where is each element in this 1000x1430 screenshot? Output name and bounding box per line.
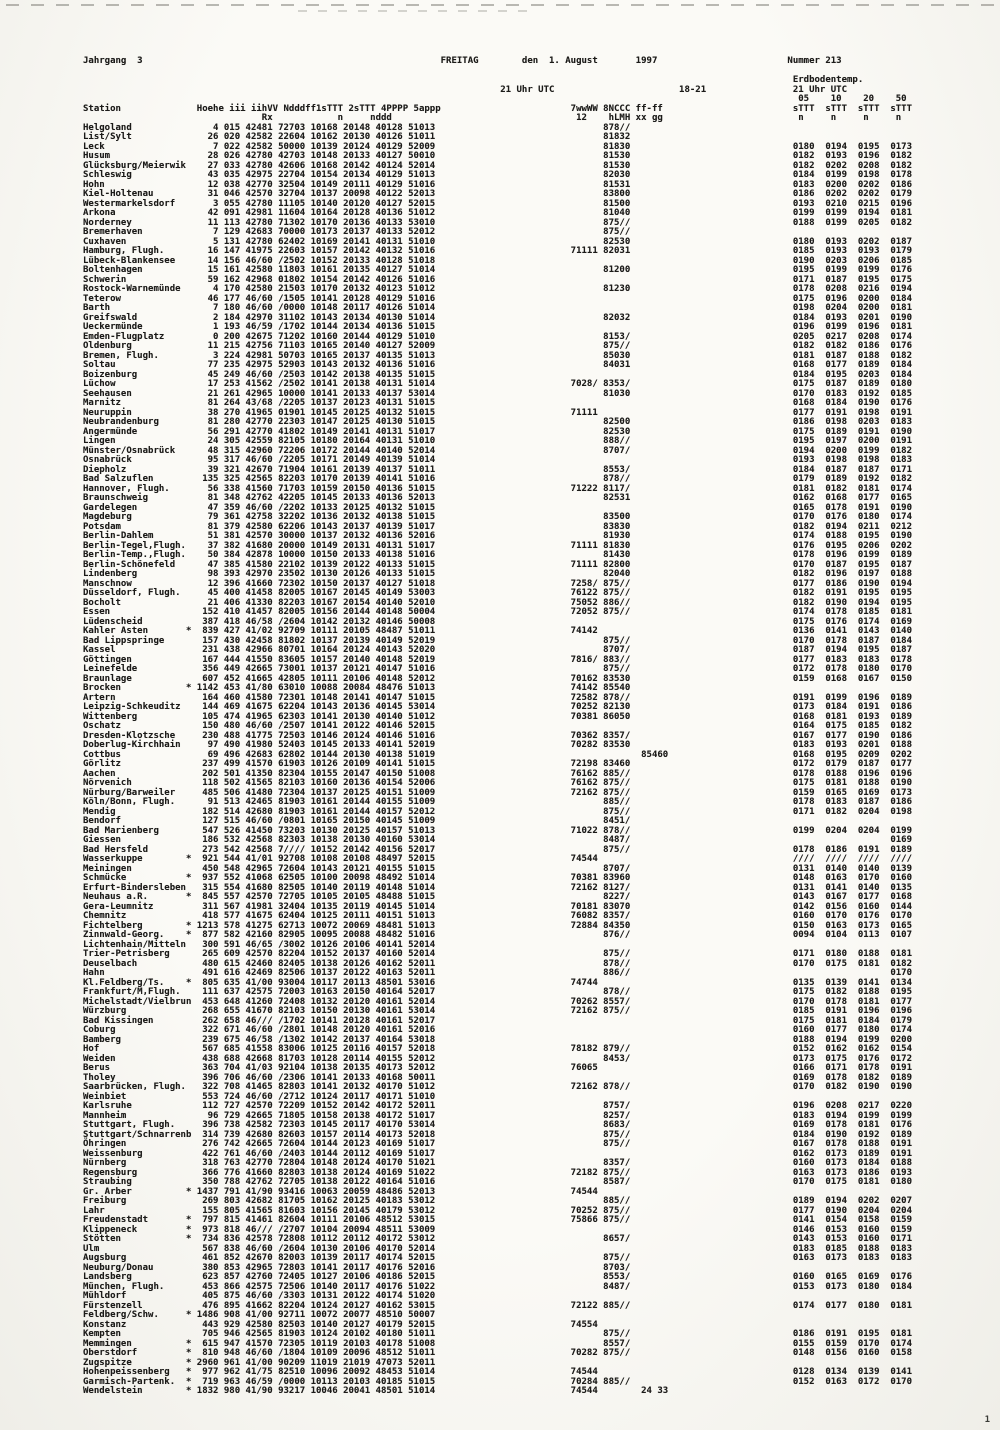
- table-row: Diepholz 39 321 42670 71904 10161 20139 40137 51011 8553/ 0184 0187 0187 0171: [83, 464, 913, 475]
- table-row: List/Sylt 26 020 42582 22604 10162 20130 40126 51011 81832: [83, 132, 631, 142]
- table-row: Freudenstadt * 797 815 41461 82604 10111 20106 48512 53015 75866 875// 0141 0154 0158 0159: [83, 1215, 913, 1225]
- table-row: Öhringen 276 742 42665 72604 10144 20123 40169 51017 875// 0167 0178 0188 0191: [83, 1139, 913, 1149]
- table-row: Bremerhaven 7 129 42683 70000 10173 20137 40133 52012 875//: [83, 227, 631, 237]
- table-row: Neubrandenburg 81 280 42770 22303 10147 20125 40130 51015 82500 0186 0198 0203 0183: [83, 417, 913, 427]
- table-row: Dresden-Klotzsche 230 488 41775 72503 10146 20124 40146 51016 70362 8357/ 0167 0177 0190 0186: [83, 730, 913, 741]
- table-row: Artern 164 460 41580 72301 10148 20141 40147 51015 72582 878// 0191 0199 0196 0189: [83, 692, 913, 703]
- table-row: Bocholt 21 406 41330 82203 10167 20154 40140 52010 75052 886// 0182 0190 0194 0195: [83, 597, 913, 608]
- table-row: Zugspitze * 2960 961 41/00 90209 11019 21019 47073 52011: [83, 1357, 436, 1368]
- table-row: Giessen 186 532 42568 82303 10138 20130 40160 53014 8487/ 0169: [83, 835, 913, 845]
- table-row: Angermünde 56 291 42770 41802 10149 20141 40131 51017 82530 0175 0189 0191 0190: [83, 426, 913, 437]
- table-row: Westermarkelsdorf 3 055 42780 11105 10140 20120 40127 52015 81500 0193 0210 0215 0196: [83, 198, 913, 209]
- header-line: Erdbodentemp.: [83, 75, 864, 85]
- table-row: Mannheim 96 729 42665 71805 10158 20138 40172 51017 8257/ 0183 0194 0199 0199: [83, 1110, 913, 1121]
- table-row: Straubing 350 788 42762 72705 10138 20122 40164 51016 8587/ 0170 0175 0181 0180: [83, 1177, 913, 1187]
- table-row: Leinefelde 356 449 42665 73001 10137 20121 40147 51016 875// 0172 0178 0180 0170: [83, 664, 913, 674]
- header-line: 05 10 20 50: [83, 94, 907, 104]
- table-row: Aachen 202 501 41350 82304 10155 20147 40150 51008 76162 885// 0178 0188 0196 0196: [83, 768, 913, 779]
- table-row: Mühldorf 405 875 46/60 /3303 10131 20122 40174 51020: [83, 1291, 436, 1301]
- table-row: Kl.Feldberg/Ts. * 805 635 41/00 93004 10117 20113 48501 53016 74744 0135 0139 0141 0134: [83, 977, 913, 988]
- table-row: Wendelstein * 1832 980 41/90 93217 10046 20041 48501 51014 74544 24 33: [83, 1386, 669, 1396]
- table-row: Gr. Arber * 1437 791 41/90 93416 10063 20059 48486 52013 74544: [83, 1186, 598, 1197]
- table-row: Hof 567 685 41558 83006 10125 20116 40157 52018 78182 879// 0152 0162 0162 0154: [83, 1044, 913, 1054]
- table-row: Hamburg, Flugh. 16 147 41975 22603 10157 20142 40132 51016 71111 82031 0185 0193 0193 0179: [83, 246, 913, 256]
- table-row: Husum 28 026 42780 42703 10148 20133 40127 50010 81530 0182 0193 0196 0182: [83, 151, 913, 161]
- table-row: Zinnwald-Georg. * 877 582 42160 82905 10095 20088 48482 51016 876// 0094 0104 0113 0107: [83, 930, 913, 940]
- scan-artifact-dashes-secondary: [298, 10, 533, 12]
- table-row: Lichtenhain/Mitteln 300 591 46/65 /3002 10126 20106 40141 52014: [83, 939, 436, 950]
- table-row: Ueckermünde 1 193 46/59 /1702 10144 20134 40136 51015 0196 0199 0196 0181: [83, 322, 913, 332]
- table-row: Neuhaus a.R. * 845 557 42570 72705 10105 20105 48488 51015 8227/ 0143 0167 0177 0168: [83, 892, 913, 902]
- table-row: Hohn 12 038 42770 32504 10149 20111 40129 51016 81531 0183 0200 0202 0186: [83, 179, 913, 190]
- table-row: Göttingen 167 444 41550 83605 10157 20140 40148 52019 7816/ 883// 0177 0183 0183 0178: [83, 654, 913, 665]
- table-row: Karlsruhe 112 727 42570 72209 10152 20142 40172 52011 8757/ 0196 0208 0217 0220: [83, 1101, 913, 1111]
- table-row: Brocken * 1142 453 41/80 63010 10088 20084 48476 51013 74142 85540: [83, 683, 631, 693]
- table-row: Hahn 491 616 42469 82506 10137 20122 40163 52011 886// 0170: [83, 968, 913, 978]
- table-row: Lüdenscheid 387 418 46/58 /2604 10142 20132 40146 50008 0175 0176 0174 0169: [83, 616, 913, 627]
- table-row: Braunlage 607 452 41665 42805 10111 20106 40148 52012 70162 83530 0159 0168 0167 0150: [83, 673, 913, 684]
- table-row: Bad Salzuflen 135 325 42565 82203 10170 20139 40141 51016 878// 0179 0189 0192 0182: [83, 474, 913, 484]
- table-row: Münster/Osnabrück 48 315 42960 72206 10172 20144 40140 52014 8707/ 0194 0200 0199 0182: [83, 445, 913, 456]
- table-row: Potsdam 81 379 42580 62206 10143 20137 40139 51017 83830 0182 0194 0211 0212: [83, 521, 913, 532]
- table-row: Schleswig 43 035 42975 22704 10154 20134 40129 51013 82030 0184 0199 0198 0178: [83, 170, 913, 180]
- table-row: Boizenburg 45 249 46/60 /2503 10142 20138 40135 51015 0184 0195 0203 0184: [83, 369, 913, 380]
- table-row: Wasserkuppe * 921 544 41/01 92708 10108 20108 48497 52015 74544 //// //// //// ////: [83, 854, 913, 864]
- table-row: Weissenburg 422 761 46/60 /2403 10144 20112 40169 51017 0162 0173 0189 0191: [83, 1148, 913, 1159]
- table-row: Kempten 705 946 42565 81903 10124 20102 40180 51011 875// 0186 0191 0195 0181: [83, 1329, 913, 1339]
- table-row: Stötten * 734 836 42578 72808 10112 20112 40172 53012 8657/ 0143 0153 0160 0171: [83, 1234, 913, 1244]
- table-row: Bad Kissingen 262 658 46/// /1702 10141 20128 40161 52017 0175 0181 0184 0179: [83, 1015, 913, 1026]
- table-row: Kiel-Holtenau 31 046 42570 32704 10137 20098 40122 52013 83800 0186 0202 0202 0179: [83, 189, 913, 199]
- table-row: Memmingen * 615 947 41570 72305 10119 20103 40178 51008 8557/ 0155 0159 0170 0174: [83, 1338, 913, 1349]
- table-row: Arkona 42 091 42981 11604 10164 20128 40136 51012 81040 0199 0199 0194 0181: [83, 208, 913, 218]
- table-row: Erfurt-Bindersleben 315 554 41680 82505 10140 20119 40148 51014 72162 8127/ 0131 0141 0140 0135: [83, 882, 913, 893]
- table-row: Klippeneck * 973 818 46/// /2707 10104 20094 48511 53009 0146 0153 0160 0159: [83, 1224, 913, 1235]
- table-row: Weiden 438 688 42668 81703 10128 20114 40155 52012 8453/ 0173 0175 0176 0172: [83, 1053, 913, 1064]
- table-row: Neuburg/Donau 380 853 42965 72803 10141 20117 40176 52016 8703/: [83, 1262, 631, 1273]
- table-row: Berlin-Dahlem 51 381 42570 30000 10137 20132 40136 52016 81930 0174 0188 0195 0190: [83, 531, 913, 541]
- table-row: Freiburg 269 803 42682 81705 10162 20125 40183 53012 885// 0189 0194 0202 0207: [83, 1196, 913, 1206]
- table-row: Trier-Petrisberg 265 609 42570 82204 10152 20137 40160 52014 875// 0171 0180 0188 0181: [83, 949, 913, 959]
- table-row: Berlin-Temp.,Flugh. 50 384 42878 10000 10150 20133 40138 51016 81430 0178 0196 0199 0189: [83, 550, 913, 560]
- table-row: Mendig 182 514 42680 81903 10161 20144 40157 52012 875// 0171 0182 0204 0198: [83, 806, 913, 817]
- table-row: Doberlug-Kirchhain 97 490 41980 52403 10145 20133 40141 52019 70282 83530 0183 0193 0201 0188: [83, 740, 913, 750]
- table-row: Seehausen 21 261 42965 10000 10141 20133 40137 53014 81030 0170 0183 0192 0185: [83, 388, 913, 399]
- table-row: Coburg 322 671 46/60 /2801 10148 20120 40161 52016 0160 0177 0180 0174: [83, 1025, 913, 1035]
- table-row: Leck 7 022 42582 50000 10139 20124 40129 52009 81830 0180 0194 0195 0173: [83, 141, 913, 152]
- table-row: Magdeburg 79 361 42758 32202 10136 20132 40138 51015 83500 0170 0176 0180 0174: [83, 512, 913, 522]
- table-row: Soltau 77 235 42975 52903 10143 20132 40136 51016 84031 0168 0177 0189 0184: [83, 360, 913, 370]
- table-row: Fürstenzell 476 895 41662 82204 10124 20127 40162 53015 72122 885// 0174 0177 0180 0181: [83, 1300, 913, 1311]
- table-row: Norderney 11 113 42780 71302 10170 20136 40133 53010 875// 0188 0199 0205 0182: [83, 217, 913, 228]
- table-row: Manschnow 12 396 41660 72302 10150 20137 40127 51018 7258/ 875// 0177 0186 0190 0194: [83, 578, 913, 589]
- table-row: Oberstdorf * 810 948 46/60 /1804 10109 20096 48512 51011 70282 875// 0148 0156 0160 0158: [83, 1348, 913, 1358]
- table-row: Gardelegen 47 359 46/60 /2202 10133 20125 40132 51015 0165 0178 0191 0190: [83, 502, 913, 513]
- table-row: Lübeck-Blankensee 14 156 46/60 /2502 10152 20133 40128 51018 0190 0203 0206 0185: [83, 255, 913, 266]
- table-row: Rostock-Warnemünde 4 170 42580 21503 10170 20132 40123 51012 81230 0178 0208 0216 0194: [83, 284, 913, 294]
- page-corner-mark: 1: [984, 1415, 990, 1425]
- table-row: Nürburg/Barweiler 485 506 41480 72304 10137 20125 40151 51009 72162 875// 0159 0165 0169 0173: [83, 787, 913, 798]
- table-row: Düsseldorf, Flugh. 45 400 41458 82005 10167 20145 40149 53003 76122 875// 0182 0191 0195 0195: [83, 588, 913, 598]
- table-row: Stuttgart, Flugh. 396 738 42582 72303 10145 20117 40170 53014 8683/ 0169 0178 0181 0176: [83, 1120, 913, 1130]
- table-row: Gera-Leumnitz 311 567 41981 32404 10135 20119 40145 51014 70181 83070 0142 0156 0160 0144: [83, 901, 913, 912]
- table-row: Wittenberg 105 474 41965 62303 10141 20130 40140 51012 70381 86050 0168 0181 0193 0189: [83, 711, 913, 722]
- table-row: Meiningen 450 548 42965 72604 10143 20121 40155 51015 8707/ 0131 0140 0140 0139: [83, 863, 913, 874]
- table-row: Leipzig-Schkeuditz 144 469 41675 62204 10143 20136 40145 53014 70252 82130 0173 0184 0191 0186: [83, 702, 913, 712]
- table-row: Berlin-Schönefeld 47 385 41580 22102 10139 20122 40133 51015 71111 82800 0170 0187 0195 0187: [83, 559, 913, 570]
- weather-bulletin-table: [83, 57, 912, 1397]
- table-row: Lahr 155 805 41565 81603 10156 20145 40179 53012 70252 875// 0177 0190 0204 0204: [83, 1205, 913, 1216]
- table-row: Hohenpeissenberg * 977 962 41/75 82510 10096 20092 48453 51014 74544 0128 0134 0139 0141: [83, 1367, 913, 1377]
- table-row: Berlin-Tegel,Flugh. 37 382 41680 20000 10149 20131 40131 51017 71111 81830 0176 0195 0206 0202: [83, 540, 913, 551]
- table-row: Fichtelberg * 1213 578 41275 62713 10072 20069 48481 51013 72884 84350 0150 0163 0173 0165: [83, 920, 913, 931]
- table-row: Neuruppin 38 270 41965 01901 10145 20125 40132 51015 71111 0177 0191 0198 0191: [83, 407, 913, 418]
- table-row: Lindenberg 98 393 42970 23502 10130 20126 40133 51015 82040 0182 0196 0197 0188: [83, 569, 913, 579]
- table-row: Bad Marienberg 547 526 41450 73203 10130 20125 40157 51013 71022 878// 0199 0204 0204 0199: [83, 825, 913, 836]
- header-line: 21 Uhr UTC 18-21 21 Uhr UTC: [83, 84, 848, 95]
- table-row: Chemnitz 418 577 41675 62404 10125 20111 40151 51013 76082 8357/ 0160 0170 0176 0170: [83, 911, 913, 921]
- table-row: Barth 7 180 46/60 /0000 10148 20117 40126 51014 0198 0204 0200 0181: [83, 303, 913, 313]
- table-row: Stuttgart/Schnarrenb 314 739 42680 82603 10157 20114 40173 52018 875// 0184 0190 0192 0189: [83, 1129, 913, 1140]
- table-row: Würzburg 268 655 41670 82103 10150 20130 40161 53014 72162 875// 0185 0191 0196 0196: [83, 1006, 913, 1016]
- table-row: Görlitz 237 499 41570 61903 10126 20109 40141 51015 72198 83460 0172 0179 0187 0177: [83, 759, 913, 769]
- scan-artifact-dashes: [6, 4, 994, 6]
- table-row: München, Flugh. 453 866 42575 72506 10140 20117 40176 51022 8487/ 0153 0173 0180 0184: [83, 1281, 913, 1292]
- table-row: Kahler Asten * 839 427 41/02 92709 10111 20105 48487 51011 74142 0136 0141 0143 0140: [83, 626, 913, 636]
- table-row: Greifswald 2 184 42970 31102 10143 20134 40130 51014 82032 0184 0193 0201 0190: [83, 312, 913, 323]
- table-row: Bremen, Flugh. 3 224 42981 50703 10165 20137 40135 51013 85030 0181 0187 0188 0182: [83, 350, 913, 361]
- table-row: Boltenhagen 15 161 42580 11803 10161 20135 40127 51014 81200 0195 0199 0199 0176: [83, 265, 913, 275]
- header-line: Jahrgang 3 FREITAG den 1. August 1997 Nummer 213: [83, 56, 842, 66]
- table-row: Osnabrück 95 317 46/60 /2205 10171 20149 40139 51014 0193 0198 0198 0183: [83, 455, 913, 465]
- table-row: Tholey 396 706 46/60 /2306 10141 20133 40168 50011 0169 0178 0182 0189: [83, 1072, 913, 1083]
- table-row: Kassel 231 438 42966 80701 10164 20124 40143 52020 8707/ 0187 0194 0195 0187: [83, 645, 913, 655]
- table-row: Frankfurt/M,Flugh. 111 637 42575 72003 10163 20150 40164 52017 878// 0175 0182 0188 0195: [83, 987, 913, 997]
- table-row: Bad Hersfeld 273 542 42568 7//// 10152 20142 40156 52017 875// 0178 0186 0191 0189: [83, 844, 913, 855]
- table-row: Oschatz 150 480 46/60 /2507 10141 20122 40146 52015 0164 0175 0185 0182: [83, 721, 913, 731]
- table-row: Köln/Bonn, Flugh. 91 513 42465 81903 10161 20144 40155 51009 885// 0178 0183 0187 0186: [83, 797, 913, 807]
- table-row: Glücksburg/Meierwik 27 033 42780 42606 10168 20142 40124 52014 81530 0182 0202 0208 0182: [83, 160, 913, 171]
- table-row: Regensburg 366 776 41660 82803 10138 20124 40169 51022 72182 875// 0163 0173 0186 0193: [83, 1167, 913, 1178]
- table-row: Teterow 46 177 46/60 /1505 10141 20128 40129 51016 0175 0196 0200 0184: [83, 293, 913, 304]
- table-row: Berus 363 704 41/03 92104 10138 20135 40173 52012 76065 0166 0171 0178 0191: [83, 1063, 913, 1073]
- table-row: Deuselbach 480 615 42460 82405 10138 20126 40162 52011 878// 0170 0175 0181 0182: [83, 958, 913, 969]
- table-row: Schmücke * 937 552 41068 62505 10100 20098 48492 51014 70381 83960 0148 0163 0170 0160: [83, 873, 913, 883]
- table-row: Bamberg 239 675 46/58 /1302 10142 20137 40164 53018 0188 0194 0199 0200: [83, 1034, 913, 1045]
- table-row: Nörvenich 118 502 41565 82103 10160 20136 40154 52006 76162 875// 0175 0181 0188 0190: [83, 778, 913, 788]
- table-row: Lingen 24 305 42559 82105 10180 20164 40131 51010 888// 0195 0197 0200 0191: [83, 436, 913, 446]
- table-row: Bad Lippspringe 157 430 42458 81802 10137 20139 40149 52019 875// 0170 0178 0187 0184: [83, 635, 913, 646]
- table-row: Saarbrücken, Flugh. 322 708 41465 82803 10141 20132 40170 51012 72162 878// 0170 0182 0190 0190: [83, 1082, 913, 1092]
- table-row: Cuxhaven 5 131 42780 62402 10169 20141 40131 51010 82530 0180 0193 0202 0187: [83, 236, 913, 247]
- table-row: Helgoland 4 015 42481 72703 10168 20148 40128 51013 878//: [83, 122, 631, 133]
- table-row: Bendorf 127 515 46/60 /0801 10165 20150 40145 51009 8451/: [83, 816, 631, 826]
- table-row: Michelstadt/Vielbrun 453 648 41260 72408 10132 20120 40161 52014 70262 8557/ 0170 0178 0181 0177: [83, 996, 913, 1007]
- header-line: Rx n nddd 12 hLMH xx gg n n n n: [83, 113, 902, 123]
- table-row: Emden-Flugplatz 0 200 42675 71202 10160 20144 40129 51010 8153/ 0205 0217 0208 0174: [83, 331, 913, 342]
- table-row: Marnitz 81 264 43/68 /2205 10137 20123 40131 51015 0168 0184 0190 0176: [83, 398, 913, 408]
- table-row: Landsberg 623 857 42760 72405 10127 20106 40186 52015 8553/ 0160 0165 0169 0176: [83, 1272, 913, 1282]
- header-line: Station Hoehe iii iihVV Ndddff1sTTT 2sTTT 4PPPP 5appp 7wwWW 8NCCC ff-ff sTTT sTTT sTTT sTTT: [83, 103, 913, 114]
- table-row: Schwerin 59 162 42968 01802 10154 20142 40126 51016 0171 0187 0195 0175: [83, 274, 913, 285]
- table-row: Augsburg 461 852 42670 82003 10139 20117 40174 52015 875// 0163 0173 0183 0183: [83, 1253, 913, 1263]
- table-row: Oldenburg 11 215 42756 71103 10165 20140 40127 52009 875// 0182 0182 0186 0176: [83, 341, 913, 351]
- table-row: Braunschweig 81 348 42762 42205 10145 20133 40136 52013 82531 0162 0168 0177 0165: [83, 493, 913, 503]
- table-row: Cottbus 69 496 42683 62802 10144 20130 40138 51019 85460 0168 0195 0209 0202: [83, 749, 913, 760]
- table-row: Essen 152 410 41457 82005 10156 20144 40148 50004 72052 875// 0174 0178 0185 0181: [83, 607, 913, 617]
- table-row: Feldberg/Schw. * 1486 908 41/00 92711 10072 20077 48510 50007: [83, 1310, 436, 1320]
- table-row: Konstanz 443 929 42580 82503 10140 20127 40179 52015 74554: [83, 1319, 598, 1330]
- table-row: Hannover, Flugh. 56 338 41560 71703 10159 20150 40136 51015 71222 8117/ 0181 0182 0181 0174: [83, 483, 913, 494]
- table-row: Nürnberg 318 763 42770 72804 10148 20124 40170 51021 8357/ 0160 0173 0184 0188: [83, 1158, 913, 1168]
- table-row: Ulm 567 838 46/60 /2604 10130 20106 40170 52014 0183 0185 0188 0183: [83, 1243, 913, 1254]
- table-row: Garmisch-Partenk. * 719 963 46/59 /0000 10113 20103 40185 51015 70284 885// 0152 0163 0172 0170: [83, 1376, 913, 1387]
- table-row: Lüchow 17 253 41562 /2502 10141 20138 40131 51014 7028/ 8353/ 0175 0187 0189 0180: [83, 379, 913, 389]
- table-row: Weinbiet 553 724 46/60 /2712 10124 20117 40171 51010: [83, 1091, 436, 1102]
